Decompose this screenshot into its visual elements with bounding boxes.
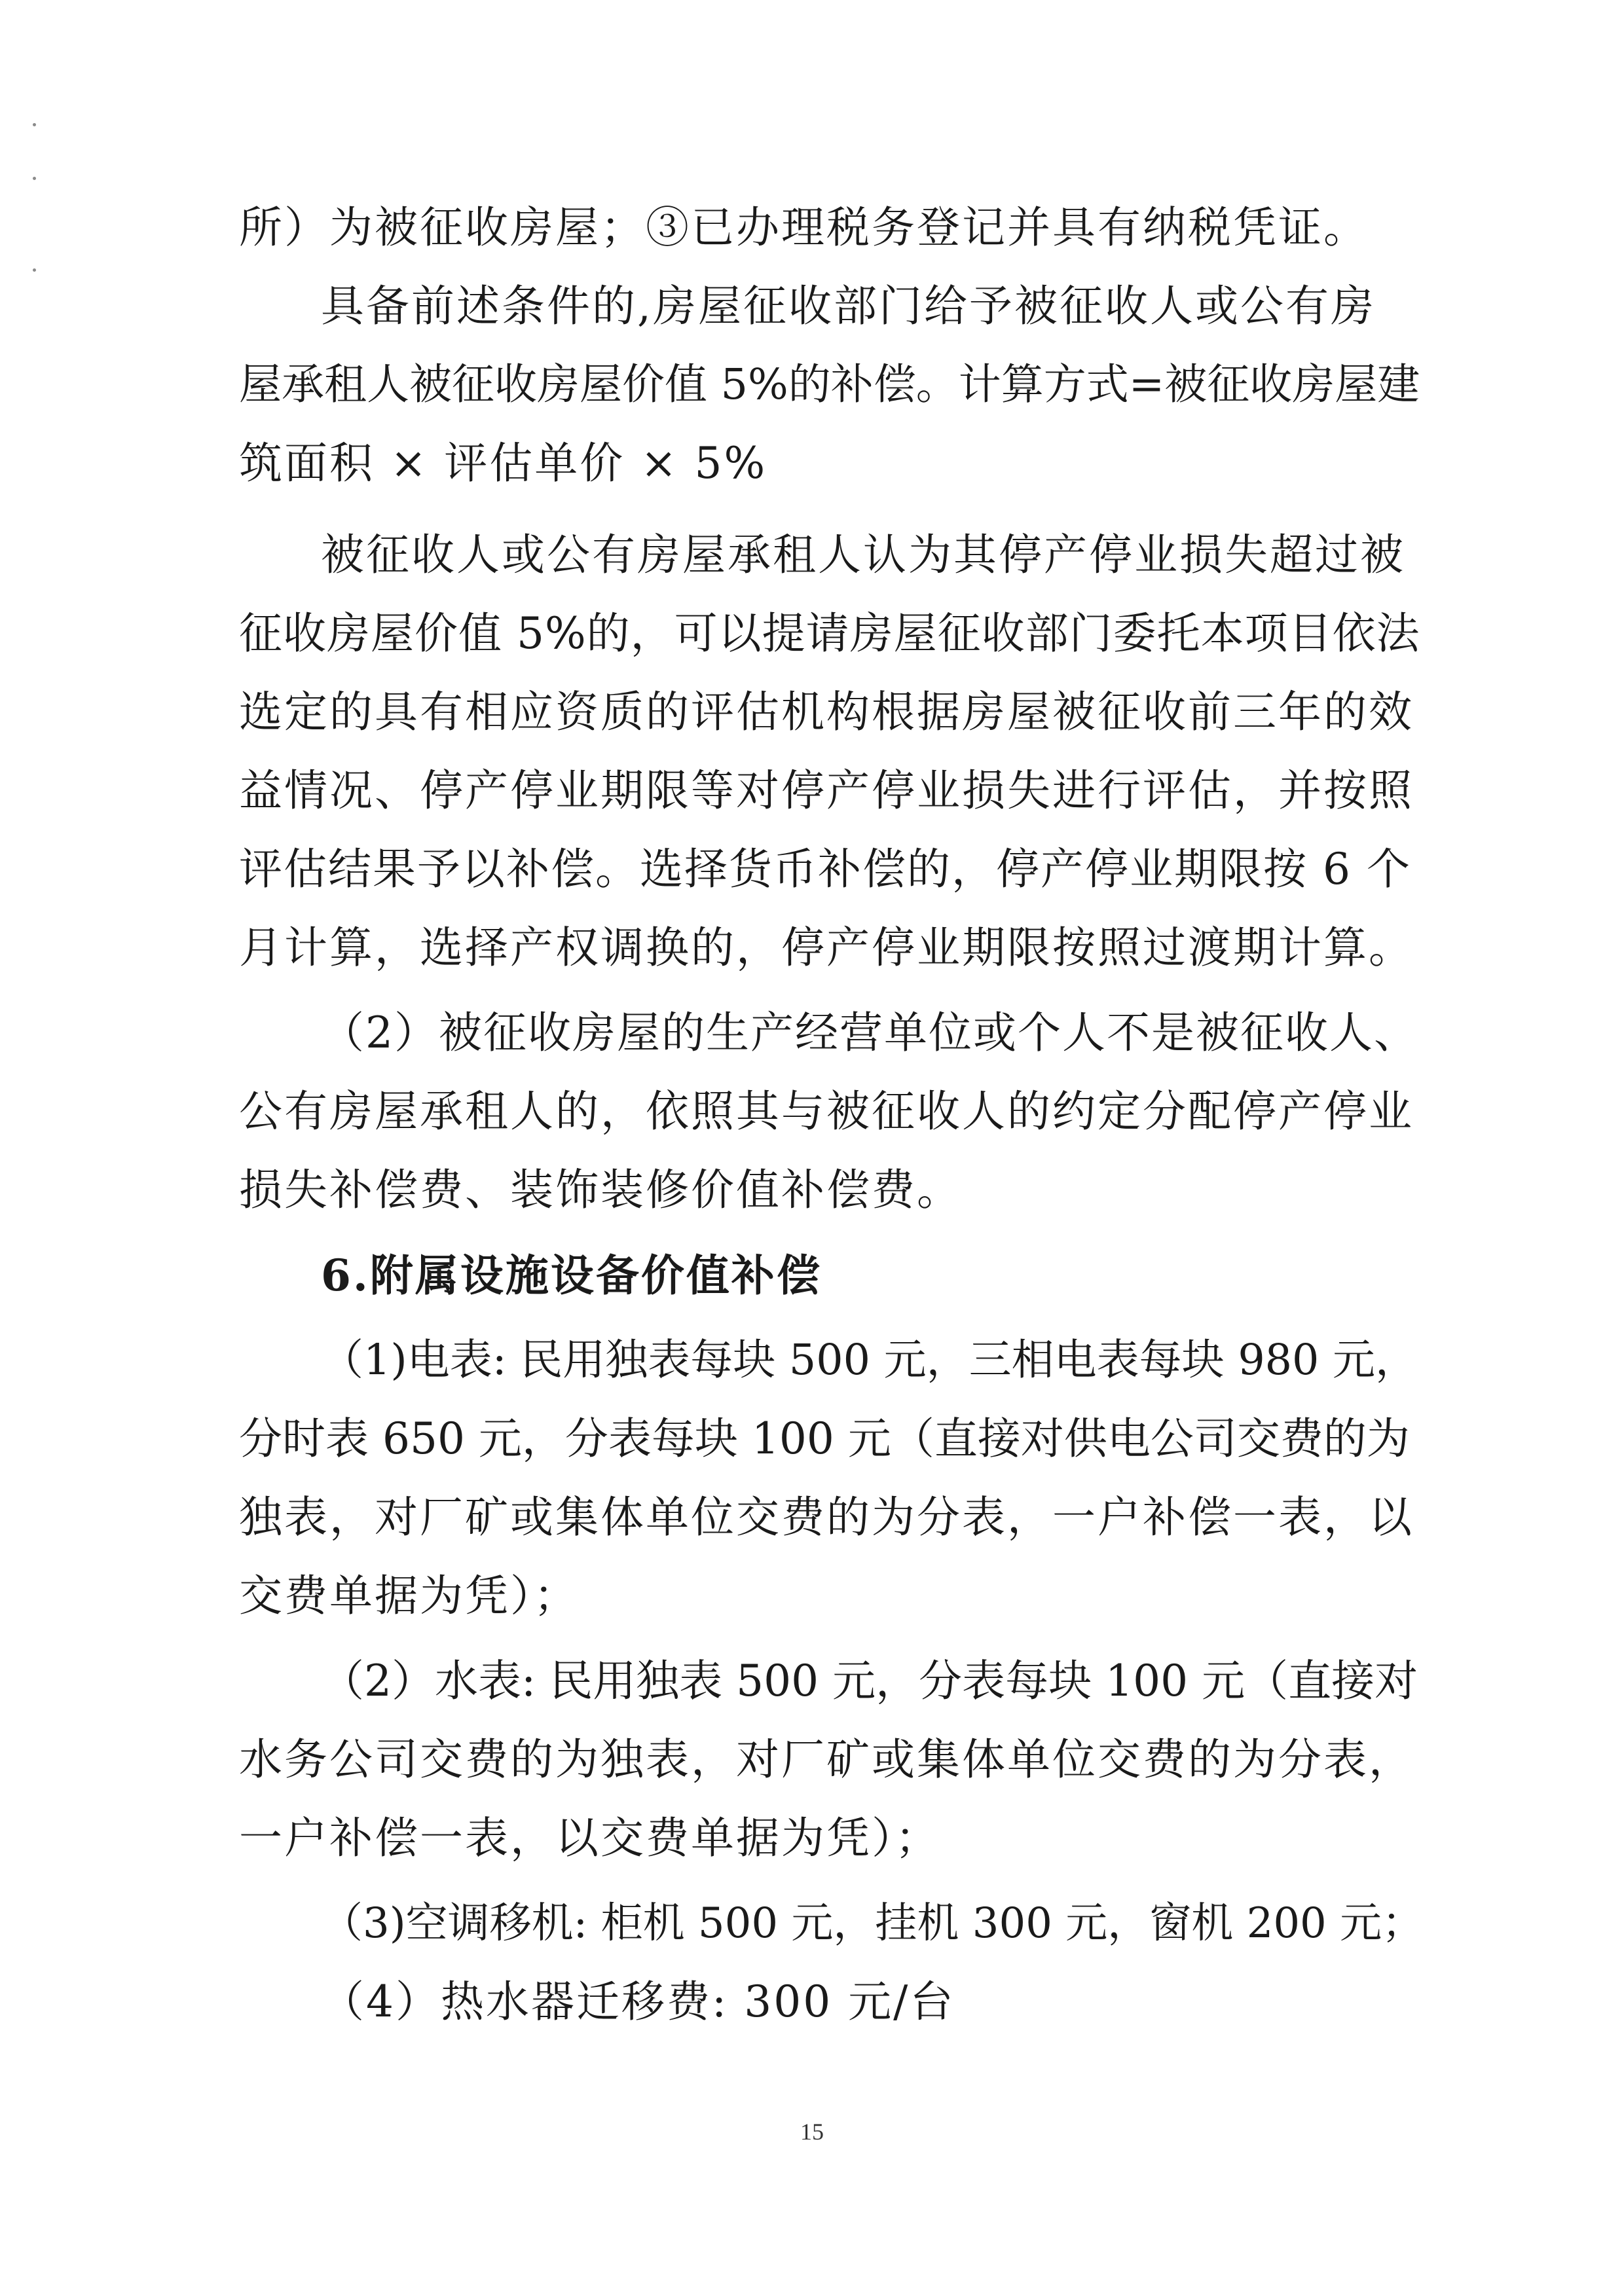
section-heading: 6.附属设施设备价值补偿 [321,1250,822,1301]
body-text-line: 所）为被征收房屋；③已办理税务登记并具有纳税凭证。 [239,202,1369,253]
margin-mark [33,177,36,180]
margin-mark [33,268,36,272]
body-text-line: 公有房屋承租人的，依照其与被征收人的约定分配停产停业 [239,1086,1414,1137]
body-text-line: 被征收人或公有房屋承租人认为其停产停业损失超过被 [321,530,1405,580]
body-text-line: 月计算，选择产权调换的，停产停业期限按照过渡期计算。 [239,922,1414,973]
body-text-line: 一户补偿一表，以交费单据为凭）； [239,1813,940,1863]
body-text-line: （1)电表: 民用独表每块 500 元，三相电表每块 980 元， [321,1336,1418,1385]
body-text-line: 损失补偿费、装饰装修价值补偿费。 [239,1165,962,1215]
margin-mark [33,123,36,126]
body-text-line: 评估结果予以补偿。选择货币补偿的，停产停业期限按 6 个 [239,844,1411,894]
body-text-line: 选定的具有相应资质的评估机构根据房屋被征收前三年的效 [239,687,1414,737]
body-text-line: 交费单据为凭）； [239,1571,579,1621]
body-text-line: 征收房屋价值 5%的，可以提请房屋征收部门委托本项目依法 [239,608,1420,659]
body-text-line: 具备前述条件的,房屋征收部门给予被征收人或公有房 [321,281,1376,331]
body-text-line: 筑面积 × 评估单价 × 5% [239,438,767,488]
body-text-line: 屋承租人被征收房屋价值 5%的补偿。计算方式=被征收房屋建 [239,360,1420,409]
body-text-line: （3)空调移机: 柜机 500 元，挂机 300 元，窗机 200 元； [321,1899,1424,1948]
body-text-line: （2）被征收房屋的生产经营单位或个人不是被征收人、 [321,1008,1418,1058]
body-text-line: （2）水表: 民用独表 500 元，分表每块 100 元（直接对 [321,1656,1418,1706]
page-number: 15 [800,2119,824,2145]
body-text-line: 益情况、停产停业期限等对停产停业损失进行评估，并按照 [239,765,1414,816]
body-text-line: 分时表 650 元，分表每块 100 元（直接对供电公司交费的为 [239,1413,1410,1464]
body-text-line: 水务公司交费的为独表，对厂矿或集体单位交费的为分表， [239,1734,1414,1785]
body-text-line: 独表，对厂矿或集体单位交费的为分表，一户补偿一表，以 [239,1492,1414,1542]
body-text-line: （4）热水器迁移费: 300 元/台 [321,1977,955,2027]
